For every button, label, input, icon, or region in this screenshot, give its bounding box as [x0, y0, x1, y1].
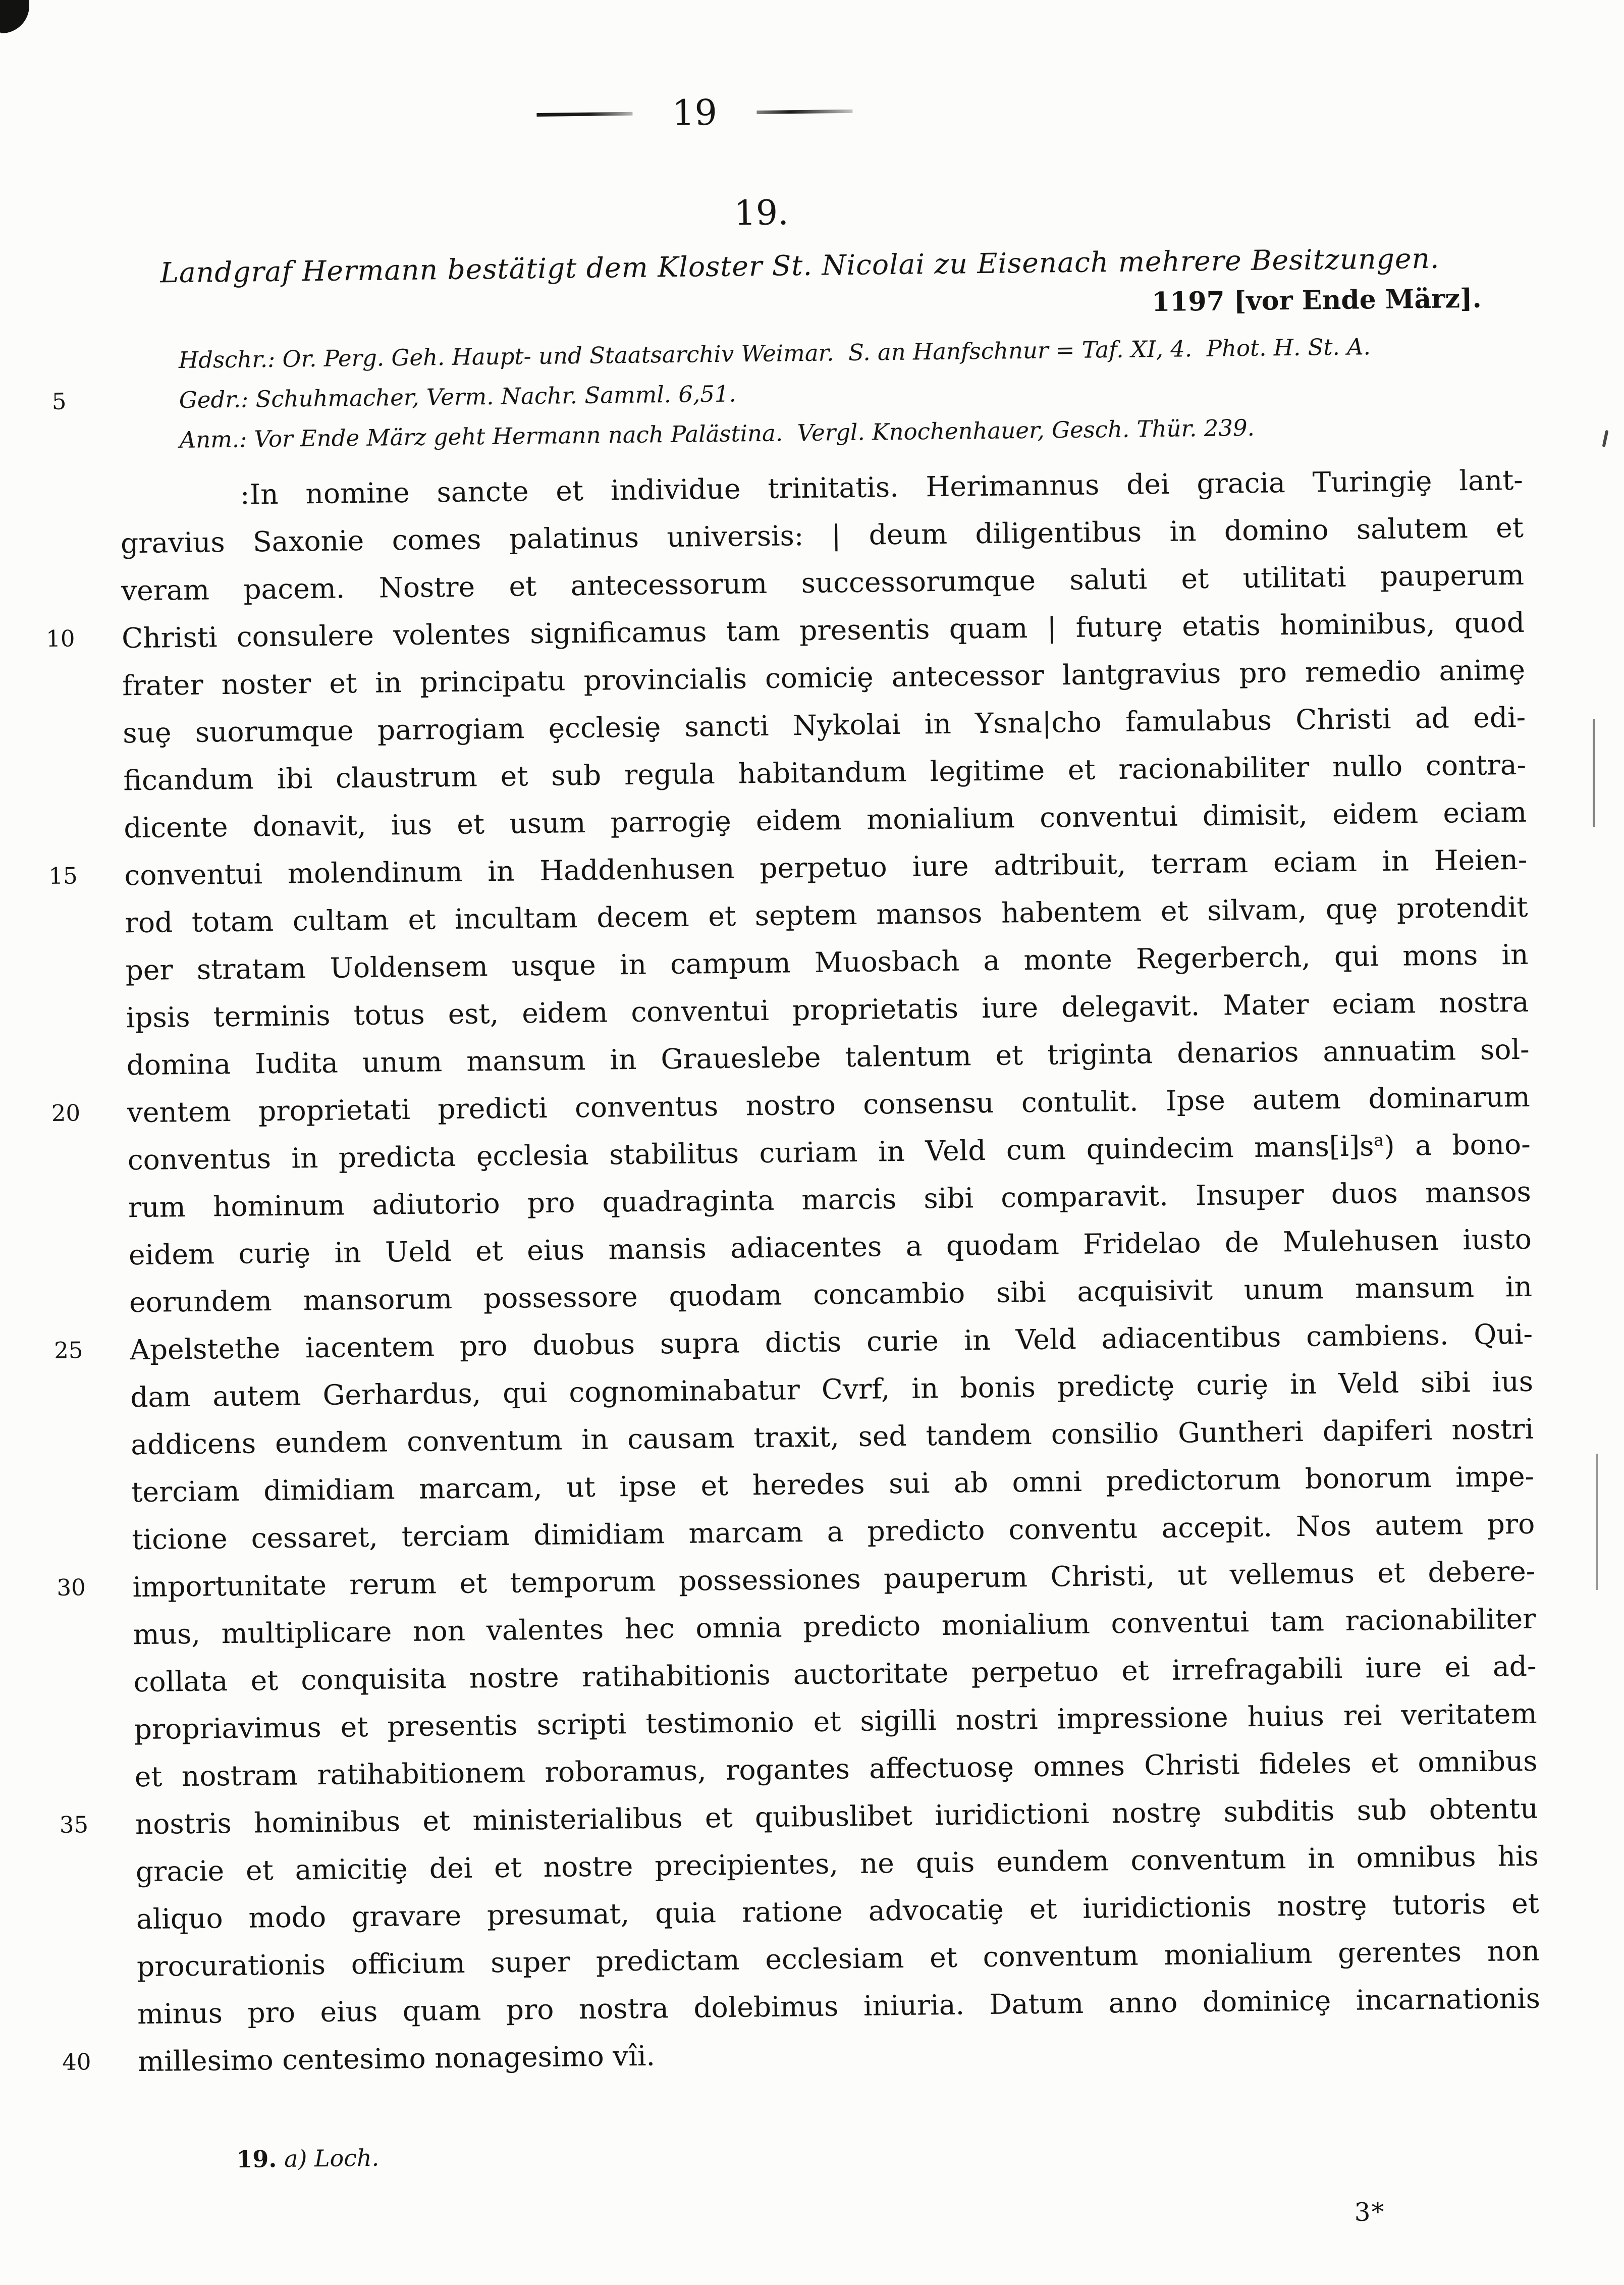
body-line: ticione cessaret, terciam dimidiam marcam a predicto conventu accepit. Nos autem pro — [132, 1507, 1535, 1556]
body-line: 20 ventem proprietati predicti conventus nostro consensu contulit. Ipse autem dominarum — [127, 1073, 1530, 1137]
signature-mark: 3* — [1354, 2197, 1385, 2227]
body-line: gravius Saxonie comes palatinus universis: | deum diligentibus in domino salutem et — [120, 511, 1524, 560]
body-line: ipsis terminis totus est, eidem conventui proprietatis iure delegavit. Mater eciam nostra — [126, 985, 1529, 1034]
body-line: propriavimus et presentis scripti testimonio et sigilli nostri impressione huius rei veritatem — [134, 1697, 1537, 1746]
body-line: ficandum ibi claustrum et sub regula habitandum legitime et racionabiliter nullo contra- — [123, 748, 1527, 797]
body-line: rum hominum adiutorio pro quadraginta marcis sibi comparavit. Insuper duos mansos — [128, 1175, 1532, 1224]
charter-text — [45, 456, 1541, 2085]
body-line: 35 nostris hominibus et ministerialibus et quibuslibet iuridictioni nostrȩ subditis sub obtentu — [135, 1785, 1538, 1848]
page-number: 19 — [672, 91, 718, 134]
apparatus-text: Vor Ende März geht Hermann nach Palästina. Vergl. Knochenhauer, Gesch. Thür. 239. — [247, 414, 1255, 453]
body-line: rod totam cultam et incultam decem et septem mansos habentem et silvam, quȩ protendit — [125, 890, 1528, 939]
body-line: veram pacem. Nostre et antecessorum successorumque saluti et utilitati pauperum — [121, 558, 1525, 607]
footnote-marker: a — [1374, 1130, 1384, 1150]
body-line: frater noster et in principatu provincialis comiciȩ antecessor lantgravius pro remedio animȩ — [122, 653, 1526, 702]
body-line: per stratam Uoldensem usque in campum Muosbach a monte Regerberch, qui mons in — [125, 938, 1529, 987]
body-line: 30 importunitate rerum et temporum possessiones pauperum Christi, ut vellemus et debere- — [132, 1548, 1536, 1611]
entry-number: 19. — [734, 193, 789, 234]
body-line: terciam dimidiam marcam, ut ipse et heredes sui ab omni predictorum bonorum impe- — [131, 1460, 1535, 1509]
entry-title: Landgraf Hermann bestätigt dem Kloster St. Nicolai zu Eisenach mehrere Besitzungen. — [160, 242, 1440, 289]
margin-line-number: 30 — [57, 1574, 86, 1601]
margin-line-number: 10 — [45, 625, 75, 653]
body-line: domina Iudita unum mansum in Graueslebe talentum et triginta denarios annuatim sol- — [126, 1033, 1530, 1082]
body-line: et nostram ratihabitionem roboramus, rogantes affectuosȩ omnes Christi fideles et omnibus — [134, 1744, 1538, 1793]
footnote-entry-number: 19. — [236, 2145, 277, 2173]
body-line: 15 conventui molendinum in Haddenhusen perpetuo iure adtribuit, terram eciam in Heien- — [124, 836, 1528, 899]
body-line: :In nomine sancte et individue trinitatis. Herimannus dei gracia Turingiȩ lant- — [240, 463, 1524, 511]
apparatus-text: Or. Perg. Geh. Haupt- und Staatsarchiv Weimar. S. an Hanfschnur = Taf. XI, 4. Phot. H. St. A. — [275, 333, 1371, 373]
apparatus-block — [51, 325, 1552, 460]
body-line: dam autem Gerhardus, qui cognominabatur Cvrf, in bonis predictȩ curiȩ in Veld sibi ius — [130, 1365, 1534, 1414]
body-line: gracie et amicitiȩ dei et nostre precipientes, ne quis eundem conventum in omnibus his — [135, 1839, 1539, 1888]
body-line: dicente donavit, ius et usum parrogiȩ eidem monialium conventui dimisit, eidem eciam — [124, 795, 1527, 844]
apparatus-text: Schuhmacher, Verm. Nachr. Samml. 6,51. — [248, 380, 737, 413]
body-line: procurationis officium super predictam ecclesiam et conventum monialium gerentes non — [136, 1934, 1540, 1983]
body-line: minus pro eius quam pro nostra dolebimus iniuria. Datum anno dominicȩ incarnationis — [137, 1982, 1541, 2031]
body-line: collata et conquisita nostre ratihabitionis auctoritate perpetuo et irrefragabili iure ei ad- — [133, 1650, 1537, 1698]
entry-date: 1197 [vor Ende März]. — [1151, 283, 1482, 318]
body-line: conventus in predicta ȩcclesia stabilitus curiam in Veld cum quindecim mans[i]s$^a$) a bono- — [127, 1128, 1531, 1177]
body-line: eidem curiȩ in Ueld et eius mansis adiacentes a quodam Fridelao de Mulehusen iusto — [128, 1223, 1532, 1271]
body-line: mus, multiplicare non valentes hec omnia predicto monialium conventui tam racionabiliter — [133, 1602, 1536, 1651]
apparatus-label: Hdschr.: — [178, 345, 276, 374]
body-line: aliquo modo gravare presumat, quia ratione advocatiȩ et iuridictionis nostrȩ tutoris et — [136, 1887, 1540, 1936]
body-line: addicens eundem conventum in causam traxit, sed tandem consilio Guntheri dapiferi nostri — [130, 1412, 1534, 1461]
margin-line-number: 35 — [59, 1811, 89, 1838]
margin-line-number: 15 — [48, 862, 78, 890]
body-line: 25 Apelstethe iacentem pro duobus supra dictis curie in Veld adiacentibus cambiens. Qui- — [130, 1310, 1533, 1374]
margin-line-number: 5 — [51, 388, 67, 415]
footnote-text: a) Loch. — [284, 2144, 380, 2172]
margin-line-number: 20 — [51, 1099, 81, 1127]
running-head — [0, 87, 1401, 139]
footnote — [236, 2144, 380, 2173]
apparatus-label: Gedr.: — [179, 386, 249, 414]
header-rule-right — [756, 109, 852, 114]
body-line: eorundem mansorum possessore quodam concambio sibi acquisivit unum mansum in — [129, 1270, 1533, 1319]
body-line: suȩ suorumque parrogiam ȩcclesiȩ sancti Nykolai in Ysna|cho famulabus Christi ad edi- — [122, 701, 1526, 750]
header-rule-left — [537, 112, 633, 116]
body-line: 10 Christi consulere volentes significamus tam presentis quam | futurȩ etatis hominibus, quod — [122, 599, 1525, 662]
body-line: 40 millesimo centesimo nonagesimo vîi. — [138, 2022, 1541, 2086]
margin-line-number: 40 — [62, 2048, 91, 2076]
margin-line-number: 25 — [53, 1337, 83, 1364]
apparatus-label: Anm.: — [179, 426, 247, 454]
